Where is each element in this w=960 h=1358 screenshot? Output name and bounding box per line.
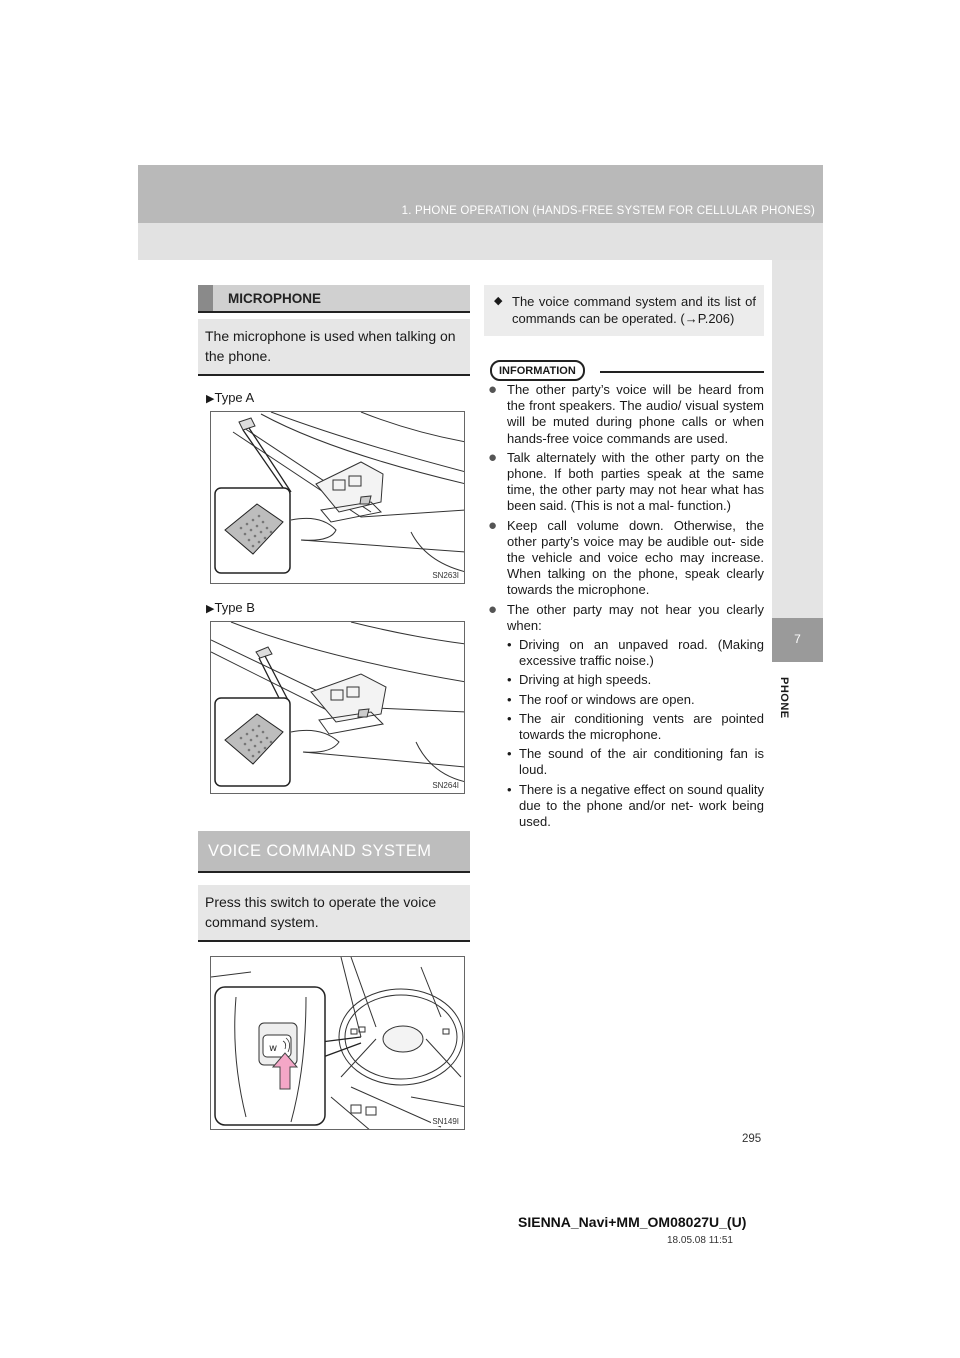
diamond-bullet-icon: ◆ xyxy=(494,295,503,307)
information-list xyxy=(484,382,764,833)
header-band xyxy=(138,165,823,223)
right-column xyxy=(484,285,764,836)
list-item: ● Talk alternately with the other party on the phone. If both parties speak at the same time, the other party may not hear what has been said. (This is not a mal- function.) xyxy=(488,448,764,514)
voice-command-note: ◆ The voice command system and its list of commands can be operated. (→P.206) xyxy=(484,285,764,336)
circle-bullet-icon: ● xyxy=(488,516,498,534)
circle-bullet-icon: ● xyxy=(488,381,498,398)
heading-marker xyxy=(198,285,213,311)
left-column xyxy=(198,285,470,1130)
header-sub-band xyxy=(138,223,823,260)
list-item: ● The other party’s voice will be heard from the front speakers. The audio/ visual system will be muted during phone calls or when hands-free voice commands are used. xyxy=(488,381,764,446)
figure-voice-command-switch xyxy=(210,956,465,1130)
figure-microphone-type-a xyxy=(210,411,465,584)
figure-code: SN149I xyxy=(432,1117,459,1126)
side-tab-strip xyxy=(772,260,823,618)
sub-list xyxy=(507,637,764,830)
page-number: 295 xyxy=(742,1133,762,1145)
triangle-icon: ▶ xyxy=(206,393,215,405)
document-code: SIENNA_Navi+MM_OM08027U_(U) xyxy=(518,1214,747,1230)
section-heading-voice-command: VOICE COMMAND SYSTEM xyxy=(198,831,470,873)
list-item: ● The other party may not hear you clearly when: • Driving on an unpaved road. (Making excessive traffic noise.) • Driving at high speeds. • The roof or windows are open. • The air conditioning vents are pointed towards the microphone. • The sound of the air conditioning fan is loud. • There is a negative effect on sound quality due to the phone and/or net- work being used. xyxy=(484,602,764,834)
circle-bullet-icon: ● xyxy=(488,448,498,466)
sub-list-item: • Driving on an unpaved road. (Making excessive traffic noise.) xyxy=(507,637,764,669)
sub-list-item: • The sound of the air conditioning fan is loud. xyxy=(507,746,764,778)
chapter-label: PHONE xyxy=(778,677,790,719)
triangle-icon: ▶ xyxy=(206,603,215,615)
type-a-label: ▶Type A xyxy=(206,390,255,405)
svg-text:w: w xyxy=(269,1043,278,1054)
sub-list-item: • The air conditioning vents are pointed towards the microphone. xyxy=(507,710,764,743)
sub-list-item: • Driving at high speeds. xyxy=(507,672,652,688)
section-heading-microphone: MICROPHONE xyxy=(198,285,470,313)
list-item: ● Keep call volume down. Otherwise, the other party’s voice may be audible out- side the vehicle and voice echo may increase. When talking on the phone, speak clearly towards the microphone. xyxy=(488,516,764,598)
sub-list-item: • There is a negative effect on sound quality due to the phone and/or net- work being used. xyxy=(507,781,764,830)
figure-microphone-type-b xyxy=(210,621,465,794)
chapter-number: 7 xyxy=(794,632,801,646)
circle-bullet-icon: ● xyxy=(488,600,498,618)
type-b-label: ▶Type B xyxy=(206,600,255,615)
chapter-title: 1. PHONE OPERATION (HANDS-FREE SYSTEM FOR CELLULAR PHONES) xyxy=(401,205,815,217)
chapter-tab[interactable] xyxy=(772,618,823,662)
voice-command-description: Press this switch to operate the voice command system. xyxy=(198,885,470,942)
figure-code: SN264I xyxy=(432,781,459,790)
print-timestamp: 18.05.08 11:51 xyxy=(667,1235,733,1246)
information-rule xyxy=(600,371,764,373)
information-tab: INFORMATION xyxy=(490,360,585,381)
figure-code: SN263I xyxy=(432,571,459,580)
sub-list-item: • The roof or windows are open. xyxy=(507,691,695,707)
microphone-description: The microphone is used when talking on the phone. xyxy=(198,319,470,376)
